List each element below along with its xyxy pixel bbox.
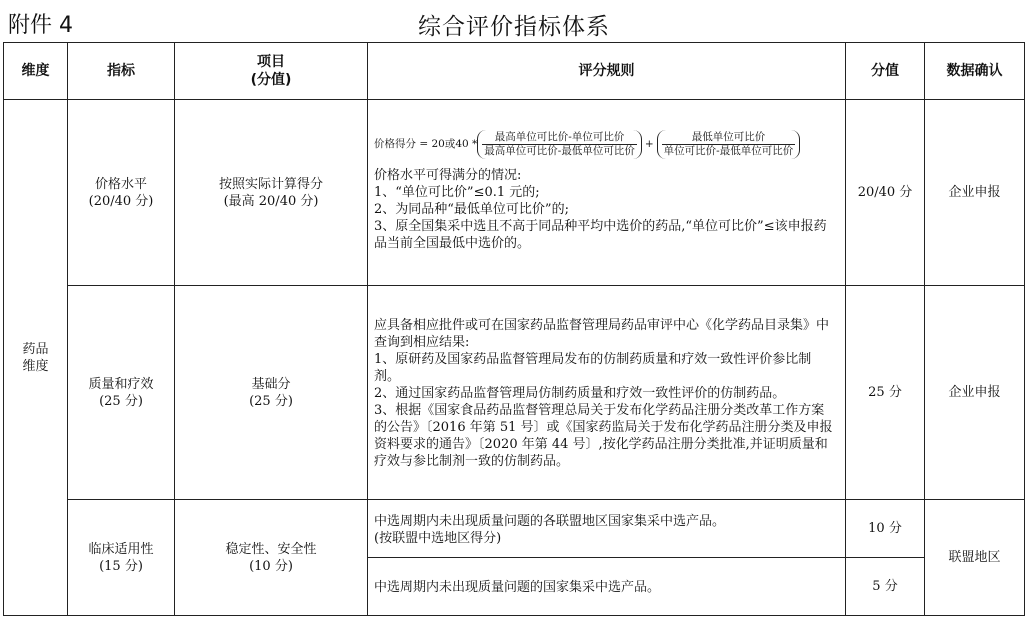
header-item	[175, 43, 368, 100]
formula-paren-2	[657, 130, 801, 159]
score-cell: 25 分	[846, 286, 925, 500]
rule-line: 3、根据《国家食品药品监督管理总局关于发布化学药品注册分类改革工作方案的公告》〔2016 年第 51 号〕或《国家药监局关于发布化学药品注册分类及申报资料要求的通告》〔2020 年第 44 号〕,按化学药品注册分类批准,并证明质量和疗效与参比制剂一致的仿制药品。	[374, 403, 833, 469]
formula-f2-denominator: 单位可比价-最低单位可比价	[663, 145, 794, 157]
rule-line: 3、原全国集采中选且不高于同品种平均中选价的药品,“单位可比价”≤该申报药品当前全国最低中选价的。	[374, 219, 827, 251]
indicator-cell: 临床适用性 (15 分)	[68, 500, 175, 616]
price-formula	[374, 130, 837, 159]
rule-line: 价格水平可得满分的情况:	[374, 168, 522, 183]
header-confirm: 数据确认	[925, 43, 1025, 100]
formula-f2-numerator: 最低单位可比价	[691, 131, 766, 143]
header-item-line2: (分值)	[250, 72, 292, 88]
confirm-cell: 企业申报	[925, 286, 1025, 500]
header-rule: 评分规则	[368, 43, 846, 100]
score-cell: 5 分	[846, 558, 925, 616]
table-row	[4, 286, 1025, 500]
rule-line: 2、为同品种“最低单位可比价”的;	[374, 202, 569, 217]
formula-fraction-2	[662, 131, 796, 158]
rule-cell: 中选周期内未出现质量问题的各联盟地区国家集采中选产品。 (按联盟中选地区得分)	[368, 500, 846, 558]
header-indicator: 指标	[68, 43, 175, 100]
rule-line: 1、原研药及国家药品监督管理局发布的仿制药质量和疗效一致性评价参比制剂。	[374, 352, 812, 384]
item-cell: 按照实际计算得分 (最高 20/40 分)	[175, 100, 368, 286]
confirm-cell: 企业申报	[925, 100, 1025, 286]
score-cell: 10 分	[846, 500, 925, 558]
rule-cell	[368, 100, 846, 286]
item-cell: 稳定性、安全性 (10 分)	[175, 500, 368, 616]
indicator-cell: 质量和疗效 (25 分)	[68, 286, 175, 500]
rule-line: 1、“单位可比价”≤0.1 元的;	[374, 185, 540, 200]
evaluation-table	[3, 42, 1025, 616]
page-title: 综合评价指标体系	[418, 14, 610, 40]
annex-label: 附件 4	[8, 13, 73, 38]
table-row	[4, 500, 1025, 558]
header-dimension: 维度	[4, 43, 68, 100]
formula-paren-1	[477, 130, 642, 159]
rule-line: 应具备相应批件或可在国家药品监督管理局药品审评中心《化学药品目录集》中查询到相应结果:	[374, 318, 830, 350]
formula-lhs: 价格得分 = 20或40 *	[374, 138, 478, 150]
formula-f1-denominator: 最高单位可比价-最低单位可比价	[484, 145, 635, 157]
table-header-row	[4, 43, 1025, 100]
formula-f1-numerator: 最高单位可比价-单位可比价	[494, 131, 625, 143]
rule-cell: 中选周期内未出现质量问题的国家集采中选产品。	[368, 558, 846, 616]
rule-cell	[368, 286, 846, 500]
dimension-cell: 药品 维度	[4, 100, 68, 616]
formula-fraction-1	[482, 131, 637, 158]
indicator-cell: 价格水平 (20/40 分)	[68, 100, 175, 286]
rule-line: 2、通过国家药品监督管理局仿制药质量和疗效一致性评价的仿制药品。	[374, 386, 786, 401]
item-cell: 基础分 (25 分)	[175, 286, 368, 500]
formula-plus: +	[644, 138, 654, 150]
header-score: 分值	[846, 43, 925, 100]
header-item-line1: 项目	[257, 54, 285, 70]
confirm-cell: 联盟地区	[925, 500, 1025, 616]
table-row	[4, 100, 1025, 286]
score-cell: 20/40 分	[846, 100, 925, 286]
